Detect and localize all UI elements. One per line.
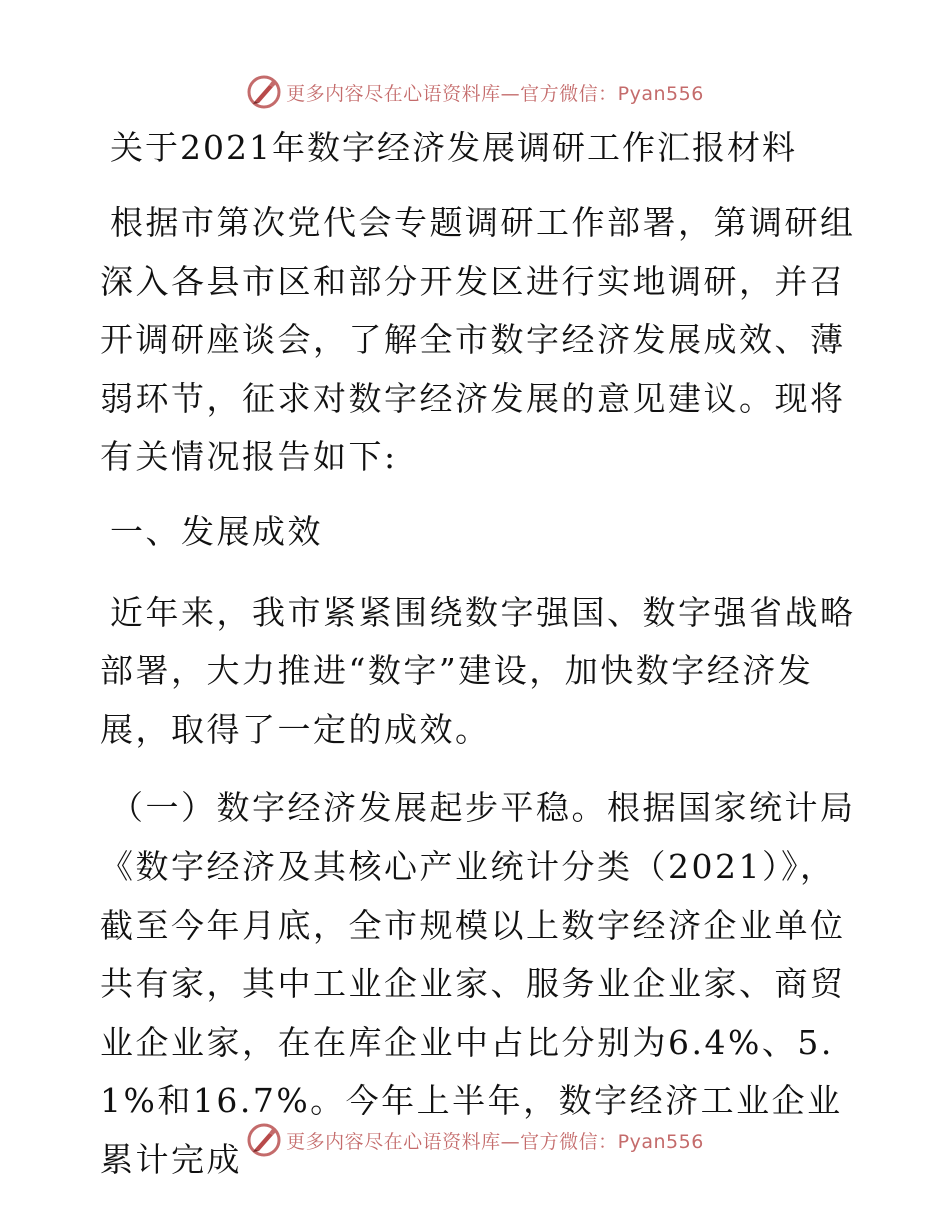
section-heading: 一、发展成效 [110,511,323,551]
overview-paragraph: 近年来，我市紧紧围绕数字强国、数字强省战略部署，大力推进“数字”建设，加快数字经济发展，取得了一定的成效。 [100,592,856,749]
watermark-text: 更多内容尽在心语资料库—官方微信：Pyan556 [286,1130,704,1153]
watermark-footer [0,1120,950,1160]
subsection-paragraph: （一）数字经济发展起步平稳。根据国家统计局《数字经济及其核心产业统计分类（2021）》，截至今年月底，全市规模以上数字经济企业单位共有家，其中工业企业家、服务业企业家、商贸业企业家，在在库企业中占比分别为6.4%、5.1%和16.7%。今年上半年，数字经济工业企业累计完成 [100,788,856,1179]
intro-paragraph: 根据市第次党代会专题调研工作部署，第调研组深入各县市区和部分开发区进行实地调研，并召开调研座谈会，了解全市数字经济发展成效、薄弱环节，征求对数字经济发展的意见建议。现将有关情况报告如下: [100,203,856,477]
pen-logo-icon [246,1122,282,1158]
document-title: 关于2021年数字经济发展调研工作汇报材料 [110,128,797,167]
watermark-header [0,72,950,112]
watermark-text: 更多内容尽在心语资料库—官方微信：Pyan556 [286,82,704,105]
pen-logo-icon [246,74,282,110]
document-body [100,122,860,1190]
